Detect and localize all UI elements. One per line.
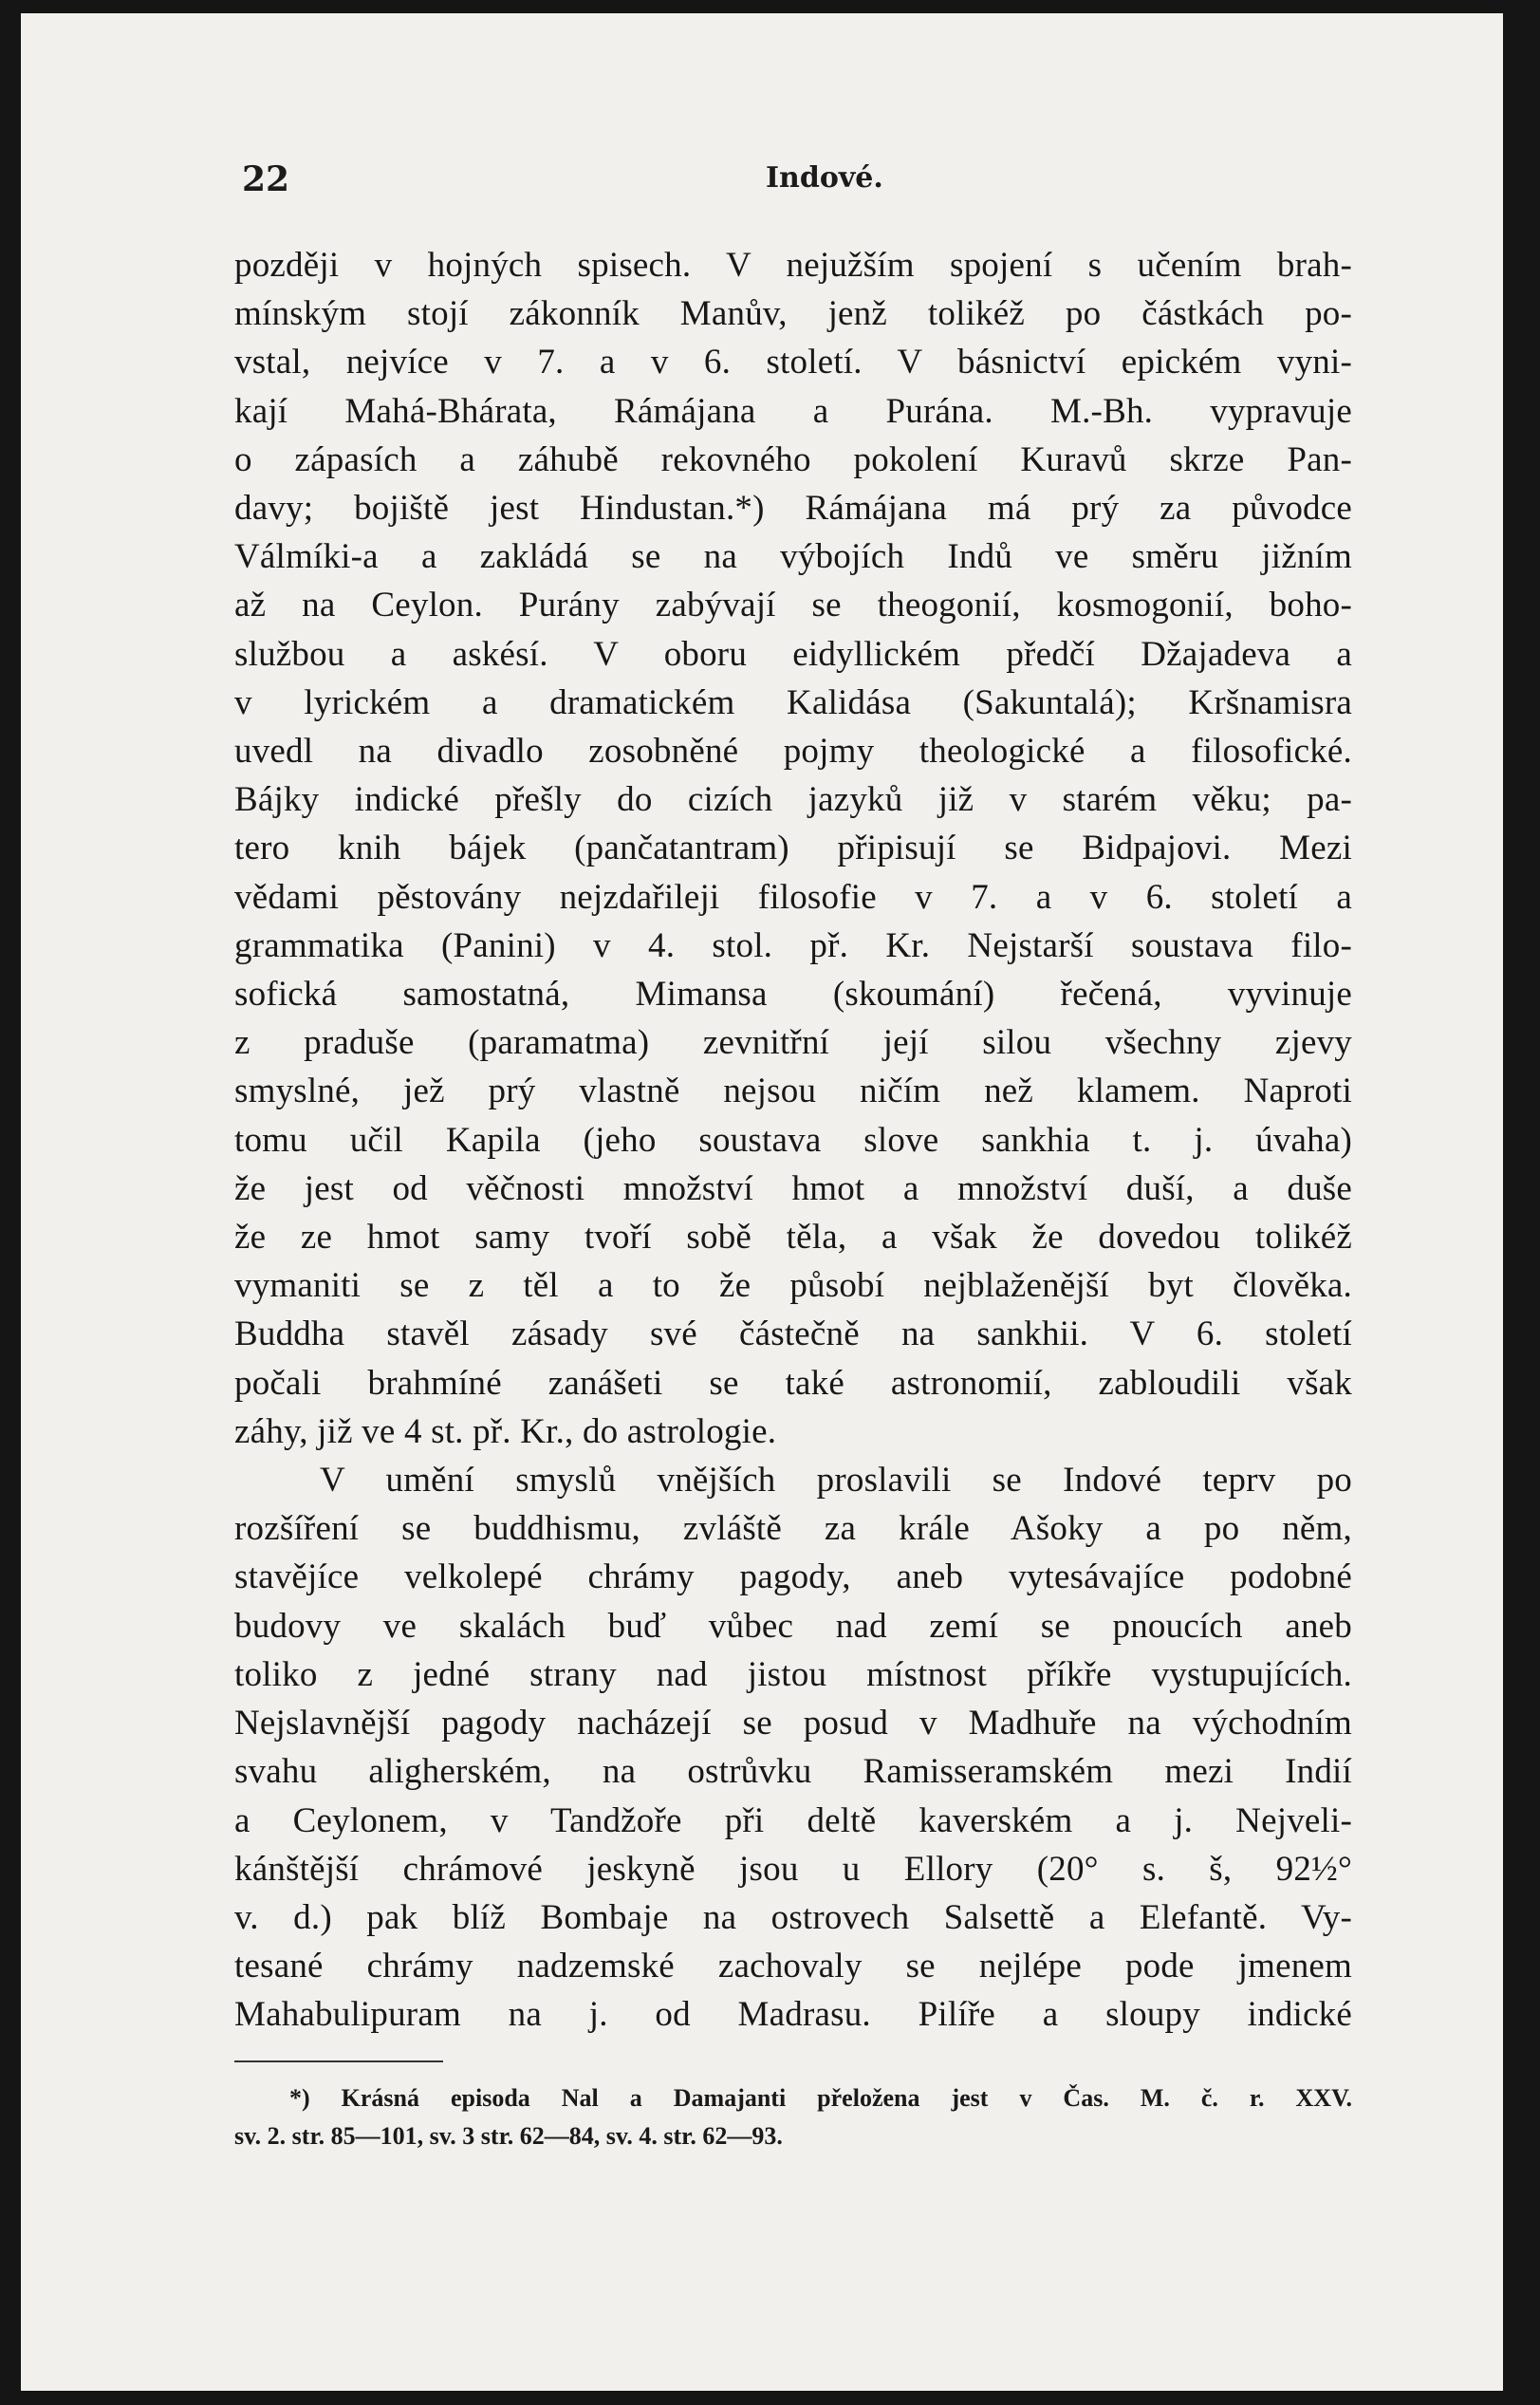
- text-line: kají Mahá-Bhárata, Rámájana a Purána. M.-Bh. vypravuje: [234, 391, 1352, 431]
- text-line: uvedl na divadlo zosobněné pojmy theologické a filosofické.: [234, 732, 1352, 772]
- footnote-divider: [234, 2060, 443, 2062]
- footnote-line: sv. 2. str. 85—101, sv. 3 str. 62—84, sv. 4. str. 62—93.: [234, 2121, 783, 2150]
- text-line: že jest od věčnosti množství hmot a množství duší, a duše: [234, 1168, 1352, 1208]
- text-line: Nejslavnější pagody nacházejí se posud v Madhuře na východním: [234, 1704, 1352, 1743]
- paragraph-2: [234, 1456, 1352, 2039]
- footnote-line: *) Krásná episoda Nal a Damajanti přeložena jest v Čas. M. č. r. XXV.: [289, 2083, 1352, 2112]
- text-line: Mahabulipuram na j. od Madrasu. Pilíře a sloupy indické: [234, 1995, 1352, 2035]
- text-line: až na Ceylon. Purány zabývají se theogonií, kosmogonií, boho-: [234, 586, 1352, 625]
- text-line: Bájky indické přešly do cizích jazyků již v starém věku; pa-: [234, 780, 1352, 820]
- text-line: tomu učil Kapila (jeho soustava slove sankhia t. j. úvaha): [234, 1120, 1352, 1160]
- text-line: vědami pěstovány nejzdařileji filosofie v 7. a v 6. století a: [234, 877, 1352, 917]
- text-line: kánštější chrámové jeskyně jsou u Ellory (20° s. š, 92½°: [234, 1849, 1352, 1889]
- text-line: toliko z jedné strany nad jistou místnost příkře vystupujících.: [234, 1654, 1352, 1694]
- book-page: [21, 13, 1503, 2391]
- text-line: V umění smyslů vnějších proslavili se Indové teprv po: [320, 1461, 1352, 1501]
- text-line: počali brahmíné zanášeti se také astronomií, zabloudili však: [234, 1363, 1352, 1403]
- text-line: budovy ve skalách buď vůbec nad zemí se pnoucích aneb: [234, 1606, 1352, 1646]
- text-line: mínským stojí zákonník Manův, jenž tolikéž po částkách po-: [234, 294, 1352, 334]
- text-line: rozšíření se buddhismu, zvláště za krále Ašoky a po něm,: [234, 1509, 1352, 1549]
- text-line: vymaniti se z těl a to že působí nejblaženější byt člověka.: [234, 1266, 1352, 1306]
- paragraph-1: [234, 241, 1352, 1456]
- text-line: záhy, již ve 4 st. př. Kr., do astrologie.: [234, 1411, 777, 1451]
- text-line: v lyrickém a dramatickém Kalidása (Sakuntalá); Kršnamisra: [234, 682, 1352, 722]
- text-line: Válmíki-a a zakládá se na výbojích Indů ve směru jižním: [234, 537, 1352, 577]
- text-line: a Ceylonem, v Tandžoře při deltě kaverském a j. Nejveli-: [234, 1800, 1352, 1840]
- text-line: v. d.) pak blíž Bombaje na ostrovech Salsettě a Elefantě. Vy-: [234, 1897, 1352, 1937]
- text-line: vstal, nejvíce v 7. a v 6. století. V básnictví epickém vyni-: [234, 343, 1352, 382]
- text-line: o zápasích a záhubě rekovného pokolení Kuravů skrze Pan-: [234, 439, 1352, 479]
- text-line: stavějíce velkolepé chrámy pagody, aneb vytesávajíce podobné: [234, 1557, 1352, 1597]
- page-content: [234, 152, 1352, 2155]
- footnote: [234, 2079, 1352, 2155]
- text-line: smyslné, jež prý vlastně nejsou ničím než klamem. Naproti: [234, 1072, 1352, 1111]
- text-line: že ze hmot samy tvoří sobě těla, a však že dovedou tolikéž: [234, 1218, 1352, 1258]
- text-line: tesané chrámy nadzemské zachovaly se nejlépe pode jmenem: [234, 1947, 1352, 1986]
- text-line: Buddha stavěl zásady své částečně na sankhii. V 6. století: [234, 1314, 1352, 1354]
- body-text: [234, 241, 1352, 2040]
- text-line: grammatika (Panini) v 4. stol. př. Kr. Nejstarší soustava filo-: [234, 925, 1352, 965]
- text-line: později v hojných spisech. V nejužším spojení s učením brah-: [234, 246, 1352, 285]
- text-line: davy; bojiště jest Hindustan.*) Rámájana má prý za původce: [234, 489, 1352, 529]
- text-line: svahu aligherském, na ostrůvku Ramisseramském mezi Indií: [234, 1752, 1352, 1792]
- text-line: službou a askésí. V oboru eidyllickém předčí Džajadeva a: [234, 634, 1352, 674]
- page-header: [234, 152, 1352, 205]
- text-line: z praduše (paramatma) zevnitřní její silou všechny zjevy: [234, 1023, 1352, 1063]
- running-title: Indové.: [766, 161, 883, 195]
- text-line: sofická samostatná, Mimansa (skoumání) řečená, vyvinuje: [234, 975, 1352, 1015]
- page-number: 22: [242, 159, 290, 199]
- text-line: tero knih bájek (pančatantram) připisují se Bidpajovi. Mezi: [234, 829, 1352, 868]
